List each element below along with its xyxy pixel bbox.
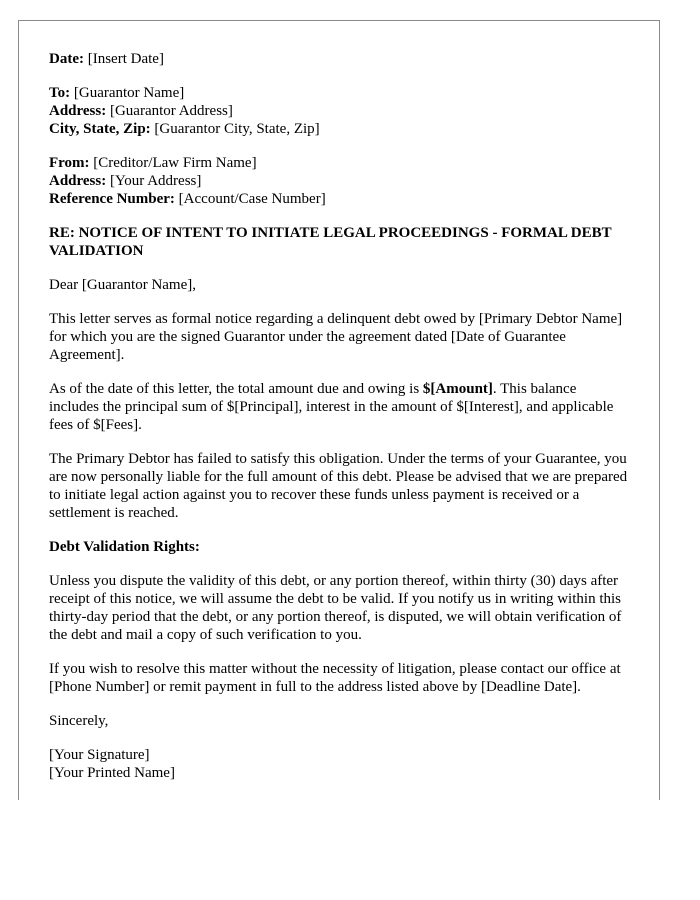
reference-value: [Account/Case Number] bbox=[178, 191, 326, 207]
recipient-csz-label: City, State, Zip: bbox=[49, 121, 151, 137]
to-label: To: bbox=[49, 85, 71, 101]
body-paragraph-2 bbox=[49, 380, 629, 434]
to-value: [Guarantor Name] bbox=[73, 85, 185, 101]
from-label: From: bbox=[49, 155, 90, 171]
p2-text-before: As of the date of this letter, the total amount due and owing is bbox=[49, 381, 423, 397]
body-paragraph-4: Unless you dispute the validity of this debt, or any portion thereof, within thirty (30) days after receipt of this notice, we will assume the debt to be valid. If you notify us in writing within this thirty-day period that the debt, or any portion thereof, is disputed, we will obtain verification of the debt and mail a copy of such verification to you. bbox=[49, 573, 622, 643]
date-label: Date: bbox=[49, 51, 84, 67]
amount-due: $[Amount] bbox=[422, 381, 493, 397]
body-paragraph-5: If you wish to resolve this matter without the necessity of litigation, please contact our office at [Phone Number] or remit payment in full to the address listed above by [Deadline Date]. bbox=[49, 661, 621, 695]
reference-label: Reference Number: bbox=[49, 191, 175, 207]
signature-block bbox=[49, 746, 629, 782]
recipient-address-value: [Guarantor Address] bbox=[109, 103, 233, 119]
from-value: [Creditor/Law Firm Name] bbox=[93, 155, 257, 171]
recipient-address-label: Address: bbox=[49, 103, 107, 119]
recipient-block bbox=[49, 84, 629, 138]
body-paragraph-1: This letter serves as formal notice regarding a delinquent debt owed by [Primary Debtor Name] for which you are the signed Guarantor under the agreement dated [Date of Guarantee Agreement]. bbox=[49, 311, 623, 363]
rights-heading: Debt Validation Rights: bbox=[49, 539, 200, 555]
sender-address-value: [Your Address] bbox=[109, 173, 202, 189]
date-value: [Insert Date] bbox=[87, 51, 164, 67]
sender-block bbox=[49, 154, 629, 208]
signature: [Your Signature] bbox=[49, 747, 150, 763]
printed-name: [Your Printed Name] bbox=[49, 765, 175, 781]
subject-line: RE: NOTICE OF INTENT TO INITIATE LEGAL PROCEEDINGS - FORMAL DEBT VALIDATION bbox=[49, 225, 612, 259]
date-block bbox=[49, 50, 629, 68]
body-paragraph-3: The Primary Debtor has failed to satisfy this obligation. Under the terms of your Guarantee, you are now personally liable for the full amount of this debt. Please be advised that we are prepared to initiate legal action against you to recover these funds unless payment is received or a settlement is reached. bbox=[49, 451, 628, 521]
p2-text-after: . This balance includes the principal sum of $[Principal], interest in the amount of $[Interest], and applicable fees of $[Fees]. bbox=[49, 381, 614, 433]
letter-page bbox=[18, 20, 660, 800]
salutation: Dear [Guarantor Name], bbox=[49, 277, 197, 293]
sender-address-label: Address: bbox=[49, 173, 107, 189]
valediction: Sincerely, bbox=[49, 713, 109, 729]
recipient-csz-value: [Guarantor City, State, Zip] bbox=[154, 121, 320, 137]
